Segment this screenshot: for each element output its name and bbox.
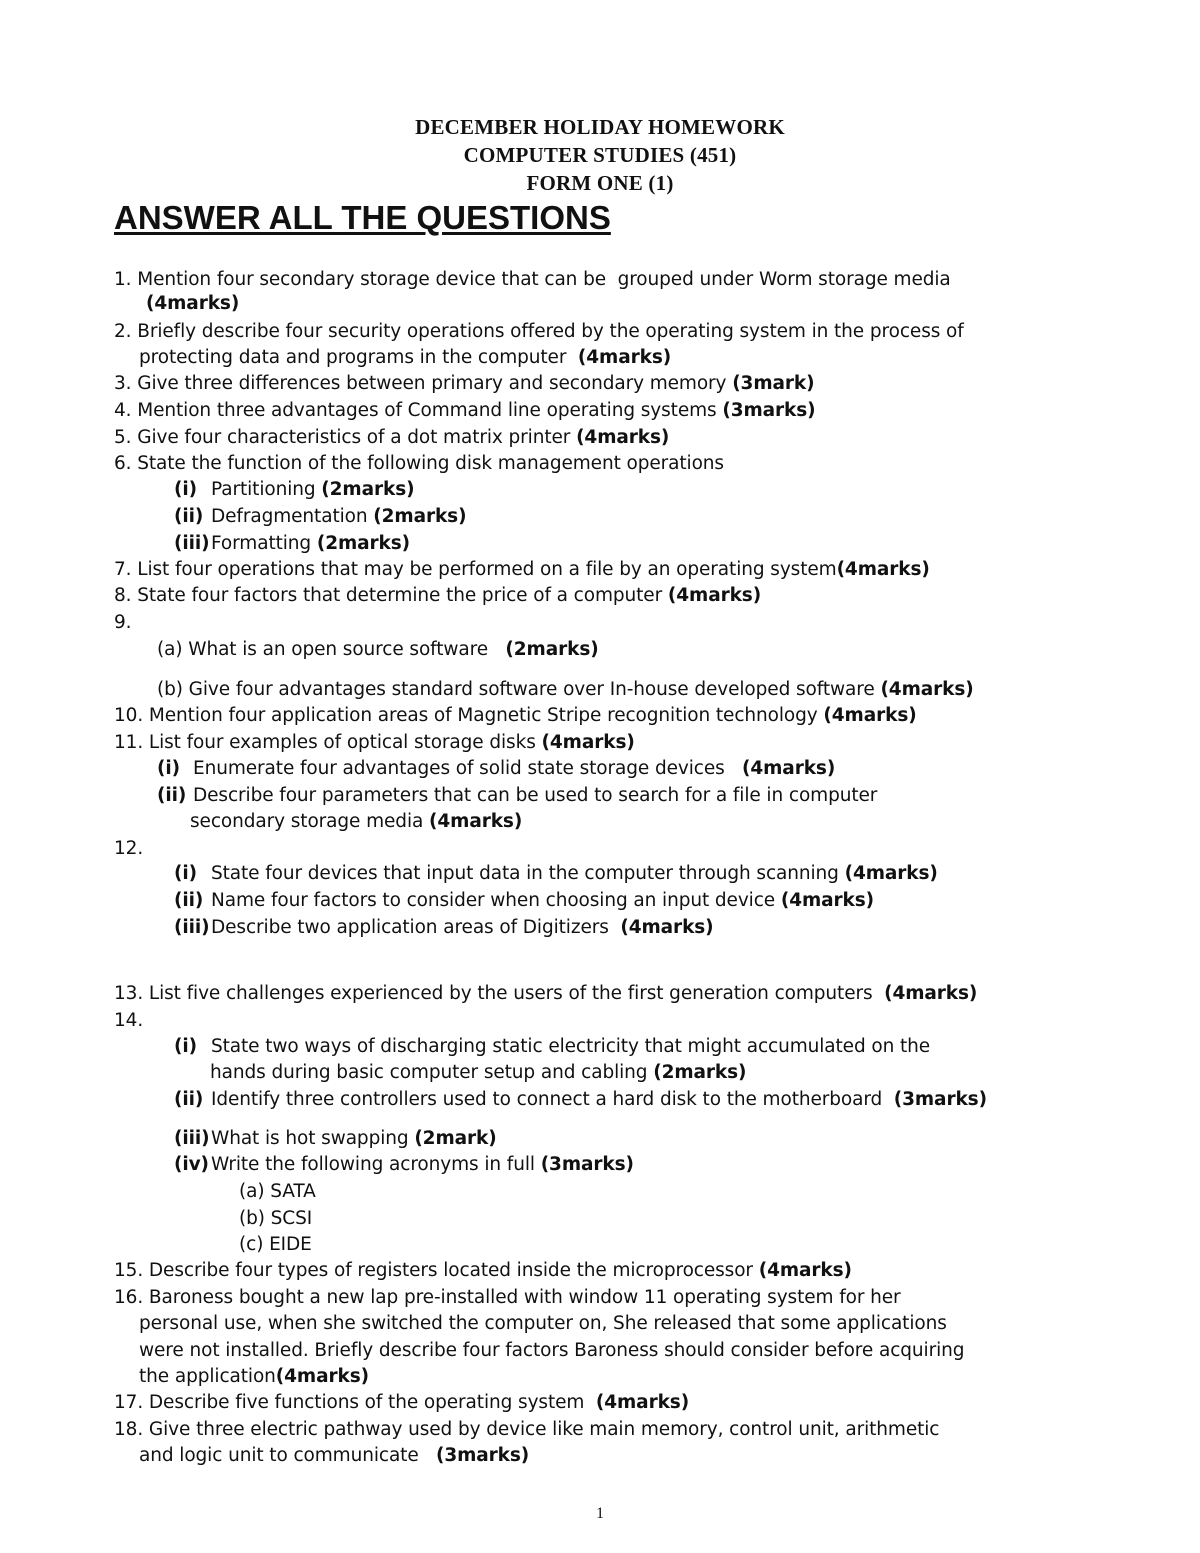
question-line — [174, 1088, 987, 1112]
question-text: hands during basic computer setup and cabling — [210, 1062, 654, 1083]
question-line — [114, 399, 816, 423]
marks-label: (2mark) — [414, 1128, 497, 1149]
question-text: 12. — [114, 838, 144, 859]
page-number: 1 — [596, 1505, 604, 1522]
question-text: 2. Briefly describe four security operations offered by the operating system in the process of — [114, 321, 964, 342]
question-line — [210, 1061, 746, 1085]
question-text: Partitioning — [211, 479, 322, 500]
question-line — [114, 704, 917, 728]
question-text: secondary storage media — [190, 811, 430, 832]
question-line — [114, 1418, 939, 1442]
question-line — [114, 837, 143, 861]
question-text: 14. — [114, 1010, 144, 1031]
question-line — [139, 346, 671, 370]
sub-question-label: (i) — [174, 479, 197, 500]
question-text: Describe four parameters that can be used to search for a file in computer — [193, 785, 878, 806]
question-text: 8. State four factors that determine the price of a computer — [114, 585, 668, 606]
sub-question-label: (i) — [174, 1036, 197, 1057]
header-form: FORM ONE (1) — [526, 171, 674, 195]
question-line — [157, 678, 974, 702]
question-text: (a) What is an open source software — [157, 639, 506, 660]
sub-question-label: (ii) — [174, 1089, 204, 1110]
question-line — [174, 505, 466, 529]
question-text: and logic unit to communicate — [139, 1445, 436, 1466]
question-line — [174, 1153, 634, 1177]
question-text: Defragmentation — [211, 506, 374, 527]
question-line — [114, 426, 669, 450]
question-line — [114, 1286, 901, 1310]
question-line — [174, 889, 874, 913]
marks-label: (4marks) — [577, 347, 672, 368]
question-text: Formatting — [211, 533, 317, 554]
question-line — [139, 1365, 369, 1389]
question-line — [157, 638, 599, 662]
marks-label: (4marks) — [275, 1366, 369, 1387]
sub-question-label: (i) — [174, 863, 197, 884]
sub-question-label: (iv) — [174, 1154, 209, 1175]
marks-label: (3marks) — [893, 1089, 987, 1110]
question-text: 6. State the function of the following disk management operations — [114, 453, 724, 474]
question-text: State four devices that input data in the computer through scanning — [211, 863, 845, 884]
question-text: 13. List five challenges experienced by the users of the first generation computers — [114, 983, 885, 1004]
sub-question-label: (i) — [157, 758, 180, 779]
marks-label: (4marks) — [667, 585, 762, 606]
question-text: 7. List four operations that may be performed on a file by an operating system — [114, 559, 837, 580]
marks-label: (4marks) — [823, 705, 917, 726]
question-line — [157, 757, 835, 781]
question-line — [139, 1312, 947, 1336]
marks-label: (4marks) — [758, 1260, 852, 1281]
question-text: personal use, when she switched the computer on, She released that some applications — [139, 1313, 947, 1334]
question-line — [114, 372, 814, 396]
question-line — [114, 611, 131, 635]
marks-label: (3marks) — [722, 400, 816, 421]
marks-label: (4marks) — [429, 811, 523, 832]
marks-label: (3mark) — [732, 373, 815, 394]
question-text: Enumerate four advantages of solid state storage devices — [193, 758, 742, 779]
question-line — [114, 1391, 689, 1415]
question-line — [114, 558, 930, 582]
question-line — [139, 1339, 964, 1363]
sub-question-label: (ii) — [174, 890, 204, 911]
marks-label: (4marks) — [880, 679, 974, 700]
marks-label: (2marks) — [653, 1062, 747, 1083]
question-text: 10. Mention four application areas of Magnetic Stripe recognition technology — [114, 705, 824, 726]
question-line — [157, 784, 877, 808]
question-text: 9. — [114, 612, 132, 633]
question-line — [146, 292, 239, 316]
question-line — [114, 1259, 852, 1283]
marks-label: (4marks) — [844, 863, 938, 884]
question-text: 18. Give three electric pathway used by device like main memory, control unit, arithmetic — [114, 1419, 940, 1440]
question-text: (a) SATA — [239, 1181, 316, 1202]
question-line — [114, 268, 951, 292]
question-text: were not installed. Briefly describe four factors Baroness should consider before acquiring — [139, 1340, 965, 1361]
question-line — [114, 1009, 143, 1033]
question-text: 17. Describe five functions of the operating system — [114, 1392, 596, 1413]
question-text: the application — [139, 1366, 276, 1387]
question-line — [190, 810, 522, 834]
marks-label: (2marks) — [316, 533, 411, 554]
question-text: Name four factors to consider when choosing an input device — [211, 890, 781, 911]
question-text: 16. Baroness bought a new lap pre-installed with window 11 operating system for her — [114, 1287, 901, 1308]
question-line — [174, 862, 938, 886]
question-line — [114, 982, 977, 1006]
sub-question-label: (iii) — [174, 1128, 210, 1149]
marks-label: (4marks) — [836, 559, 930, 580]
question-text: 5. Give four characteristics of a dot matrix printer — [114, 427, 577, 448]
question-text: What is hot swapping — [211, 1128, 415, 1149]
question-line — [114, 731, 635, 755]
question-line — [239, 1180, 316, 1204]
question-text: protecting data and programs in the computer — [139, 347, 578, 368]
sub-question-label: (ii) — [174, 506, 204, 527]
question-text: 4. Mention three advantages of Command line operating systems — [114, 400, 723, 421]
question-text: 15. Describe four types of registers located inside the microprocessor — [114, 1260, 759, 1281]
question-text: 1. Mention four secondary storage device that can be grouped under Worm storage media — [114, 269, 951, 290]
marks-label: (4marks) — [884, 983, 978, 1004]
question-line — [239, 1233, 312, 1257]
header-title: DECEMBER HOLIDAY HOMEWORK — [415, 115, 785, 139]
marks-label: (4marks) — [146, 293, 240, 314]
question-text: State two ways of discharging static electricity that might accumulated on the — [211, 1036, 931, 1057]
question-text: Write the following acronyms in full — [211, 1154, 541, 1175]
marks-label: (4marks) — [541, 732, 635, 753]
marks-label: (2marks) — [373, 506, 467, 527]
question-line — [114, 584, 761, 608]
question-text: (b) SCSI — [239, 1208, 313, 1229]
marks-label: (4marks) — [620, 917, 714, 938]
question-line — [139, 1444, 529, 1468]
question-line — [174, 1127, 497, 1151]
header-subject: COMPUTER STUDIES (451) — [463, 143, 737, 167]
question-line — [239, 1207, 312, 1231]
marks-label: (4marks) — [742, 758, 836, 779]
marks-label: (3marks) — [435, 1445, 530, 1466]
marks-label: (3marks) — [540, 1154, 634, 1175]
instruction-heading: ANSWER ALL THE QUESTIONS — [114, 199, 611, 236]
question-text: (c) EIDE — [239, 1234, 312, 1255]
marks-label: (4marks) — [576, 427, 670, 448]
marks-label: (2marks) — [505, 639, 599, 660]
marks-label: (4marks) — [780, 890, 875, 911]
sub-question-label: (ii) — [157, 785, 187, 806]
question-line — [114, 452, 724, 476]
question-line — [174, 478, 414, 502]
question-text: 3. Give three differences between primary and secondary memory — [114, 373, 733, 394]
sub-question-label: (iii) — [174, 533, 210, 554]
question-line — [174, 532, 410, 556]
question-text: 11. List four examples of optical storage disks — [114, 732, 542, 753]
question-text: (b) Give four advantages standard software over In-house developed software — [157, 679, 881, 700]
question-line — [114, 320, 964, 344]
question-text: Describe two application areas of Digitizers — [211, 917, 621, 938]
question-line — [174, 916, 714, 940]
sub-question-label: (iii) — [174, 917, 210, 938]
marks-label: (4marks) — [595, 1392, 690, 1413]
question-line — [174, 1035, 930, 1059]
question-text: Identify three controllers used to connect a hard disk to the motherboard — [211, 1089, 894, 1110]
marks-label: (2marks) — [321, 479, 415, 500]
